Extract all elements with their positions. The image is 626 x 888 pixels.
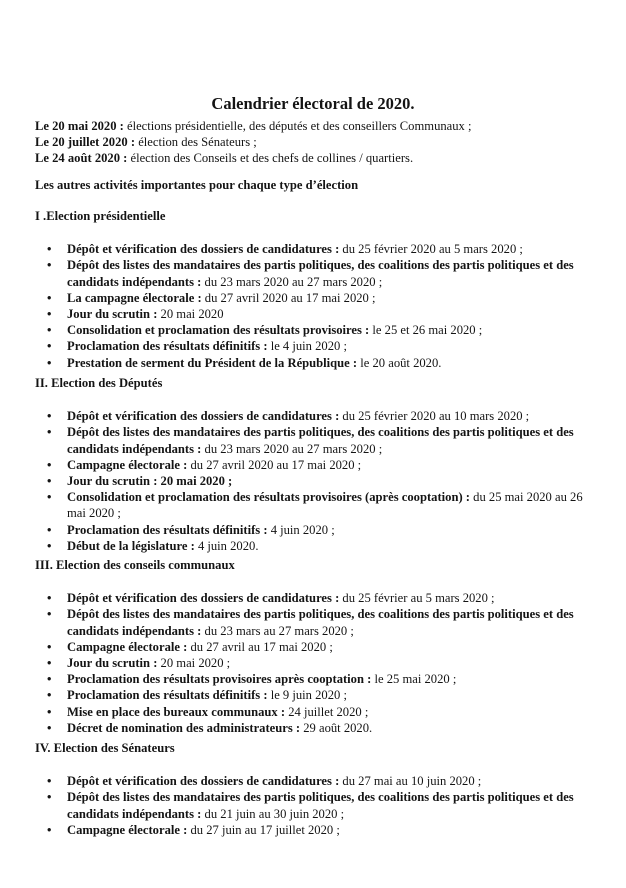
activity-list <box>35 241 595 371</box>
activity-date: du 27 mai au 10 juin 2020 ; <box>339 774 482 789</box>
bullet-icon: • <box>47 656 52 671</box>
activity-label: Dépôt des listes des mandataires des partis politiques, des coalitions des partis politiques et des candidats indépendants : <box>67 258 574 289</box>
bullet-icon: • <box>47 720 52 735</box>
activity-label: Dépôt des listes des mandataires des partis politiques, des coalitions des partis politiques et des candidats indépendants : <box>67 607 574 638</box>
section-conseils-communaux <box>35 557 595 736</box>
activity-date: le 20 août 2020. <box>357 355 442 370</box>
section-senateurs <box>35 740 595 838</box>
activity-date: du 25 mai 2020 au 26 mai 2020 ; <box>67 490 583 521</box>
activity-list <box>35 590 595 736</box>
activity-item <box>35 241 595 257</box>
bullet-icon: • <box>47 774 52 789</box>
intro-text: élection des Sénateurs ; <box>135 135 257 150</box>
activity-label: Proclamation des résultats définitifs : <box>67 339 268 354</box>
activity-date: du 23 mars 2020 au 27 mars 2020 ; <box>201 274 383 289</box>
intro-line <box>35 118 615 134</box>
intro-line <box>35 134 615 150</box>
bullet-icon: • <box>47 538 52 553</box>
activity-item <box>35 408 595 424</box>
bullet-icon: • <box>47 607 52 622</box>
intro-date: Le 20 juillet 2020 : <box>35 135 136 150</box>
activity-item <box>35 773 595 789</box>
activity-label: Prestation de serment du Président de la République : <box>67 355 358 370</box>
bullet-icon: • <box>47 323 52 338</box>
bullet-icon: • <box>47 242 52 257</box>
section-presidentielle <box>35 208 595 371</box>
activity-label: Début de la législature : <box>67 538 195 553</box>
section-heading: IV. Election des Sénateurs <box>35 741 175 755</box>
activity-item <box>35 306 595 322</box>
activity-label: Campagne électorale : <box>67 639 188 654</box>
intro-line <box>35 150 615 166</box>
lead-heading: Les autres activités importantes pour chaque type d’élection <box>35 178 359 192</box>
activity-date: le 25 mai 2020 ; <box>371 672 457 687</box>
activity-label: Jour du scrutin : 20 mai 2020 ; <box>67 474 233 489</box>
activity-label: Campagne électorale : <box>67 457 188 472</box>
bullet-icon: • <box>47 822 52 837</box>
activity-date: 20 mai 2020 <box>157 307 224 322</box>
activity-item <box>35 822 595 838</box>
activity-item <box>35 639 595 655</box>
activity-date: 24 juillet 2020 ; <box>285 704 369 719</box>
activity-label: La campagne électorale : <box>67 290 202 305</box>
intro-dates <box>35 118 615 167</box>
bullet-icon: • <box>47 522 52 537</box>
activity-item <box>35 538 595 554</box>
activity-label: Dépôt des listes des mandataires des partis politiques, des coalitions des partis politiques et des candidats indépendants : <box>67 425 574 456</box>
activity-item <box>35 338 595 354</box>
bullet-icon: • <box>47 258 52 273</box>
activity-date: 4 juin 2020. <box>194 538 259 553</box>
bullet-icon: • <box>47 639 52 654</box>
activity-label: Dépôt et vérification des dossiers de candidatures : <box>67 774 340 789</box>
activity-date: du 25 février au 5 mars 2020 ; <box>339 591 495 606</box>
intro-text: élection des Conseils et des chefs de collines / quartiers. <box>127 151 414 166</box>
bullet-icon: • <box>47 409 52 424</box>
activity-label: Proclamation des résultats provisoires après cooptation : <box>67 672 372 687</box>
bullet-icon: • <box>47 704 52 719</box>
bullet-icon: • <box>47 290 52 305</box>
bullet-icon: • <box>47 490 52 505</box>
activity-item <box>35 671 595 687</box>
activity-item <box>35 704 595 720</box>
bullet-icon: • <box>47 425 52 440</box>
activity-item <box>35 789 595 821</box>
activity-date: du 27 avril au 17 mai 2020 ; <box>187 639 333 654</box>
intro-text: élections présidentielle, des députés et des conseillers Communaux ; <box>123 119 472 133</box>
activity-item <box>35 590 595 606</box>
activity-label: Décret de nomination des administrateurs : <box>67 720 301 735</box>
intro-date: Le 20 mai 2020 : <box>35 119 124 133</box>
section-heading: II. Election des Députés <box>35 376 163 390</box>
activity-item <box>35 687 595 703</box>
activity-list <box>35 773 595 838</box>
section-deputes <box>35 375 595 554</box>
activity-date: du 23 mars 2020 au 27 mars 2020 ; <box>201 441 383 456</box>
activity-item <box>35 424 595 456</box>
bullet-icon: • <box>47 672 52 687</box>
activity-date: du 25 février 2020 au 10 mars 2020 ; <box>339 409 530 424</box>
activity-label: Dépôt et vérification des dossiers de candidatures : <box>67 591 340 606</box>
activity-date: le 25 et 26 mai 2020 ; <box>369 323 483 338</box>
bullet-icon: • <box>47 790 52 805</box>
bullet-icon: • <box>47 457 52 472</box>
activity-label: Proclamation des résultats définitifs : <box>67 688 268 703</box>
activity-item <box>35 473 595 489</box>
activity-item <box>35 522 595 538</box>
bullet-icon: • <box>47 355 52 370</box>
activity-item <box>35 606 595 638</box>
activity-date: du 27 juin au 17 juillet 2020 ; <box>187 822 340 837</box>
activity-date: 4 juin 2020 ; <box>267 522 335 537</box>
activity-date: du 27 avril 2020 au 17 mai 2020 ; <box>201 290 376 305</box>
activity-label: Proclamation des résultats définitifs : <box>67 522 268 537</box>
activity-item <box>35 257 595 289</box>
intro-date: Le 24 août 2020 : <box>35 151 128 166</box>
activity-label: Dépôt des listes des mandataires des partis politiques, des coalitions des partis politiques et des candidats indépendants : <box>67 790 574 821</box>
activity-item <box>35 655 595 671</box>
section-heading: III. Election des conseils communaux <box>35 558 235 572</box>
bullet-icon: • <box>47 307 52 322</box>
activity-label: Mise en place des bureaux communaux : <box>67 704 286 719</box>
bullet-icon: • <box>47 591 52 606</box>
activity-date: du 25 février 2020 au 5 mars 2020 ; <box>339 242 523 257</box>
bullet-icon: • <box>47 688 52 703</box>
activity-item <box>35 489 595 521</box>
activity-date: le 9 juin 2020 ; <box>267 688 347 703</box>
activity-label: Jour du scrutin : <box>67 307 158 322</box>
document-title: Calendrier électoral de 2020. <box>211 94 415 113</box>
activity-date: 20 mai 2020 ; <box>157 656 231 671</box>
activity-date: du 21 juin au 30 juin 2020 ; <box>201 806 345 821</box>
bullet-icon: • <box>47 474 52 489</box>
activity-date: du 23 mars au 27 mars 2020 ; <box>201 623 354 638</box>
section-heading: I .Election présidentielle <box>35 209 166 223</box>
activity-label: Consolidation et proclamation des résultats provisoires (après cooptation) : <box>67 490 470 505</box>
bullet-icon: • <box>47 339 52 354</box>
activity-list <box>35 408 595 554</box>
activity-item <box>35 322 595 338</box>
activity-label: Consolidation et proclamation des résultats provisoires : <box>67 323 370 338</box>
activity-label: Dépôt et vérification des dossiers de candidatures : <box>67 409 340 424</box>
activity-date: du 27 avril 2020 au 17 mai 2020 ; <box>187 457 362 472</box>
activity-label: Dépôt et vérification des dossiers de candidatures : <box>67 242 340 257</box>
activity-item <box>35 457 595 473</box>
activity-date: le 4 juin 2020 ; <box>267 339 347 354</box>
activity-item <box>35 720 595 736</box>
activity-label: Campagne électorale : <box>67 822 188 837</box>
activity-item <box>35 355 595 371</box>
activity-label: Jour du scrutin : <box>67 656 158 671</box>
activity-item <box>35 290 595 306</box>
activity-date: 29 août 2020. <box>300 720 373 735</box>
